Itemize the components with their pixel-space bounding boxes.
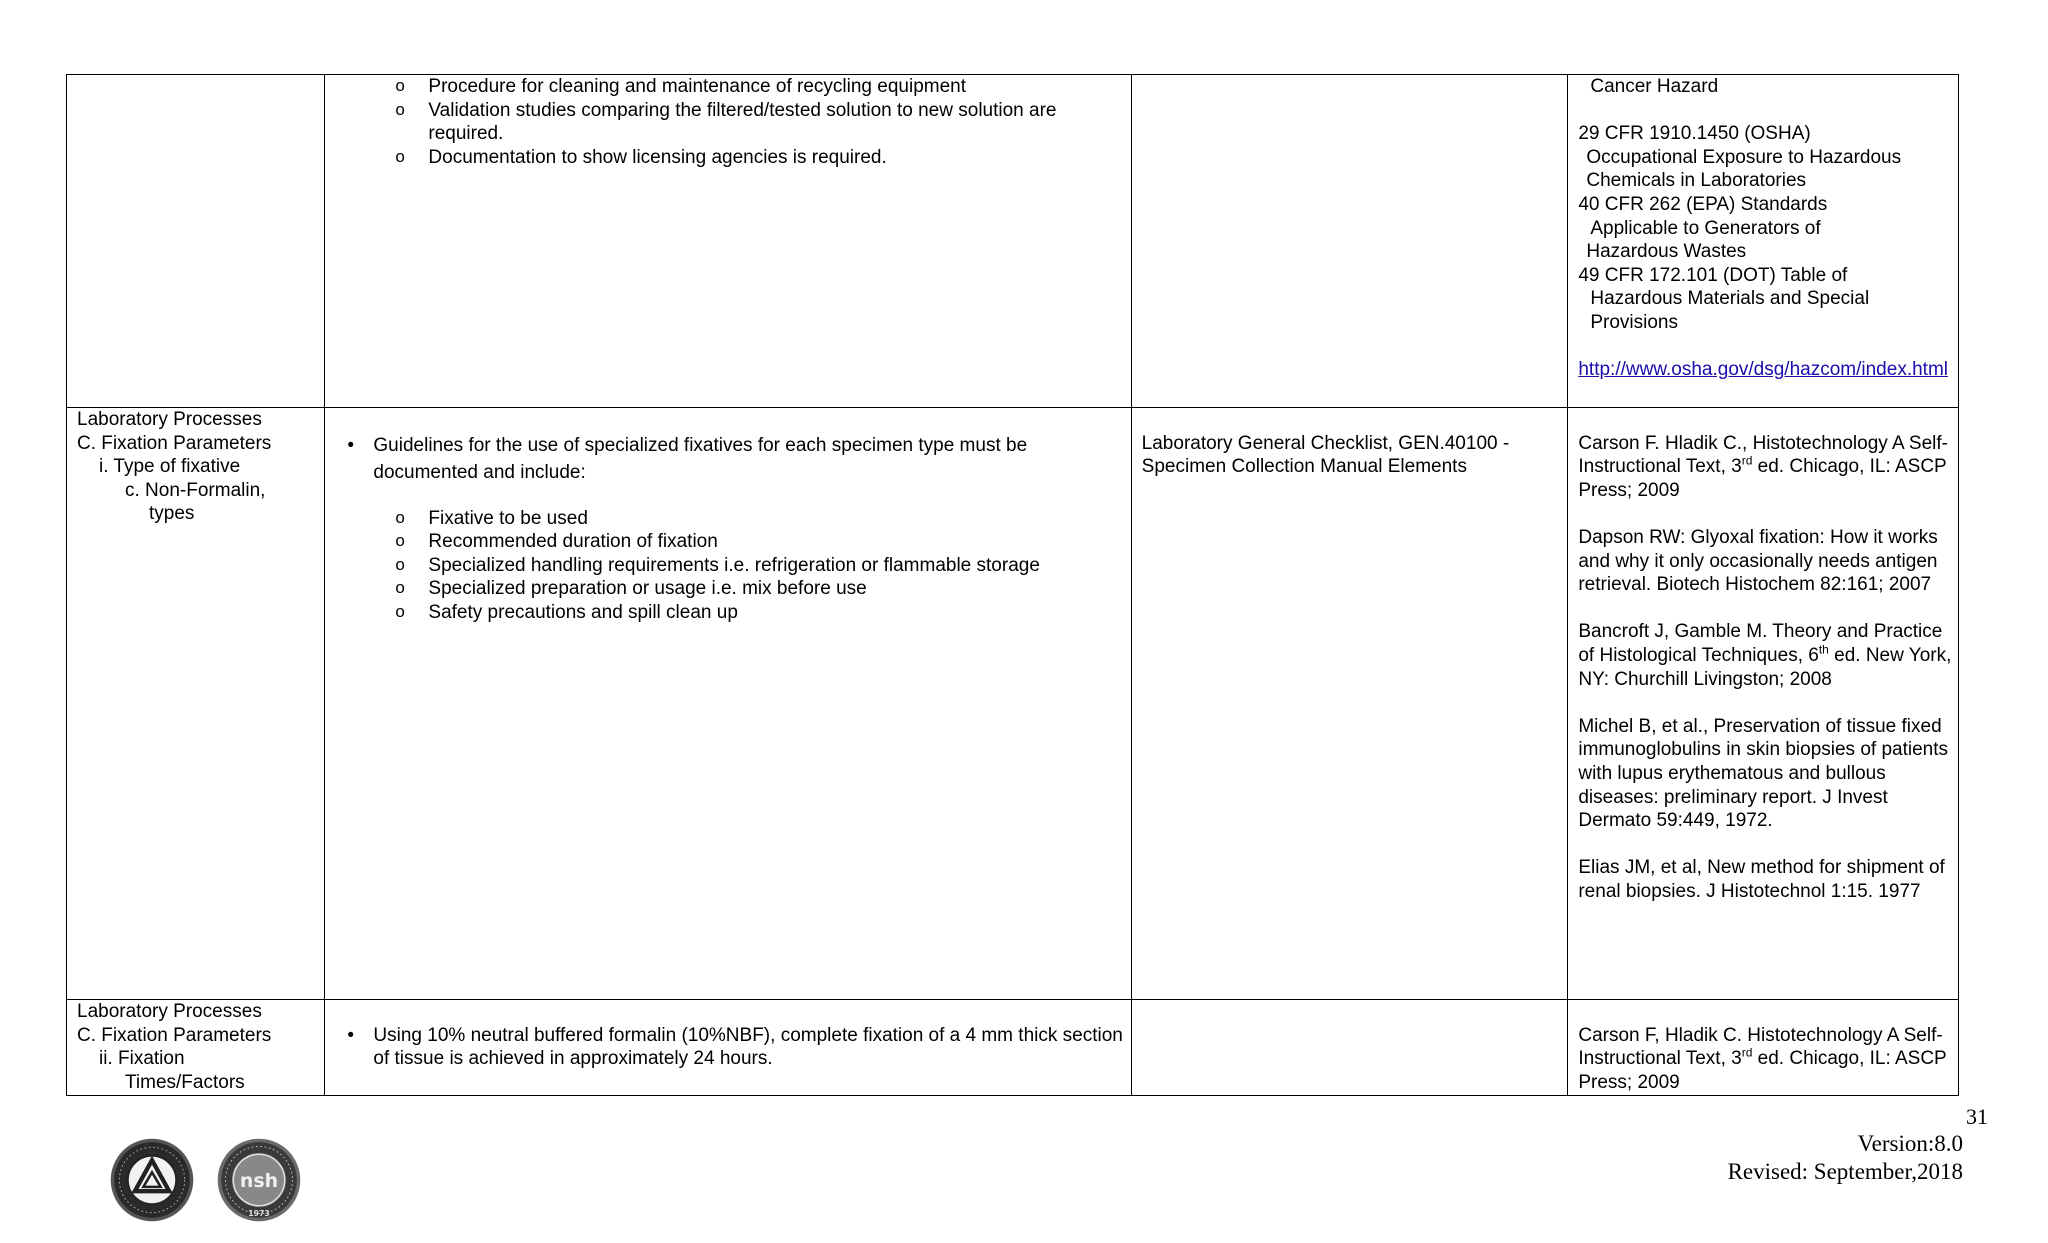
topic-cell — [67, 75, 325, 408]
reference-title: 29 CFR 1910.1450 (OSHA) — [1578, 123, 1811, 145]
table-row — [67, 75, 1959, 408]
revised-text: Revised: September,2018 — [1727, 1159, 1963, 1184]
reference-text: Dapson RW: Glyoxal fixation: How it works and why it only occasionally needs antigen retrieval. Biotech Histochem 82:161; 2007 — [1578, 526, 1938, 596]
checklist-cell — [1131, 75, 1568, 408]
sub-list — [335, 75, 1130, 169]
version-block — [1728, 1130, 1963, 1186]
sub-list — [335, 507, 1130, 625]
references-cell — [1568, 1000, 1959, 1096]
topic-label: types — [149, 503, 195, 525]
list-item: o Fixative to be used — [335, 507, 1130, 531]
list-item: o Specialized preparation or usage i.e. mix before use — [335, 577, 1130, 601]
topic-cell — [67, 408, 325, 1000]
reference-text: Applicable to Generators of — [1590, 217, 1821, 239]
svg-text:1973: 1973 — [248, 1209, 270, 1219]
guideline-cell — [325, 75, 1131, 408]
reference-text: Carson F, Hladik C. Histotechnology A Self- Instructional Text, 3rd ed. Chicago, IL: ASCP Press; 2009 — [1578, 1024, 1947, 1093]
table-row — [67, 1000, 1959, 1096]
table-row — [67, 408, 1959, 1000]
topic-label: Laboratory Processes — [77, 1001, 262, 1022]
topic-label: i. Type of fixative — [99, 456, 241, 478]
reference-text: Hazardous Materials and Special Provisions — [1590, 288, 1870, 333]
list-item: o Validation studies comparing the filtered/tested solution to new solution are required. — [335, 99, 1130, 146]
svg-text:nsh: nsh — [239, 1169, 279, 1192]
content-table — [66, 74, 1959, 1096]
guideline-cell — [325, 1000, 1131, 1096]
topic-label: ii. Fixation — [99, 1048, 185, 1070]
topic-label: c. Non-Formalin, — [125, 479, 266, 501]
checklist-cell — [1131, 408, 1568, 1000]
topic-label: Times/Factors — [125, 1071, 245, 1093]
reference-text: Hazardous Wastes — [1586, 241, 1747, 263]
topic-label: C. Fixation Parameters — [77, 1024, 272, 1046]
list-item: • Guidelines for the use of specialized fixatives for each specimen type must be documented and include: — [335, 432, 1130, 486]
list-item: o Procedure for cleaning and maintenance of recycling equipment — [335, 75, 1130, 99]
guideline-cell — [325, 408, 1131, 1000]
list-item: o Documentation to show licensing agencies is required. — [335, 146, 1130, 170]
reference-title: 40 CFR 262 (EPA) Standards — [1578, 193, 1828, 215]
references-cell — [1568, 408, 1959, 1000]
version-text: Version:8.0 — [1857, 1131, 1963, 1156]
bullet-list — [335, 432, 1130, 486]
checklist-text: Laboratory General Checklist, GEN.40100 - Specimen Collection Manual Elements — [1141, 432, 1510, 478]
reference-text: Michel B, et al., Preservation of tissue fixed immunoglobulins in skin biopsies of patients with lupus erythematous and bullous diseases: preliminary report. J Invest Dermato 59:449, 1972. — [1578, 715, 1949, 832]
reference-text: Bancroft J, Gamble M. Theory and Practice of Histological Techniques, 6th ed. New York, NY: Churchill Livingston; 2008 — [1578, 621, 1952, 690]
checklist-cell — [1131, 1000, 1568, 1096]
list-item: o Recommended duration of fixation — [335, 530, 1130, 554]
topic-label: C. Fixation Parameters — [77, 432, 272, 454]
reference-title: 49 CFR 172.101 (DOT) Table of — [1578, 264, 1848, 286]
osha-hazcom-link[interactable]: http://www.osha.gov/dsg/hazcom/index.html — [1578, 359, 1948, 381]
list-item: o Specialized handling requirements i.e. refrigeration or flammable storage — [335, 554, 1130, 578]
reference-text: Cancer Hazard — [1590, 76, 1719, 97]
reference-text: Elias JM, et al, New method for shipment of renal biopsies. J Histotechnol 1:15. 1977 — [1578, 857, 1945, 902]
cap-logo-icon — [109, 1137, 195, 1223]
reference-text: Carson F. Hladik C., Histotechnology A Self- Instructional Text, 3rd ed. Chicago, IL: ASCP Press; 2009 — [1578, 432, 1948, 501]
list-item: • Using 10% neutral buffered formalin (10%NBF), complete fixation of a 4 mm thick section of tissue is achieved in approximately 24 hours. — [335, 1024, 1130, 1071]
topic-label: Laboratory Processes — [77, 409, 262, 430]
reference-text: Occupational Exposure to Hazardous Chemicals in Laboratories — [1586, 146, 1902, 192]
references-cell — [1568, 75, 1959, 408]
page-number: 31 — [1966, 1104, 1988, 1129]
list-item: o Safety precautions and spill clean up — [335, 601, 1130, 625]
nsh-logo-icon — [216, 1137, 302, 1223]
topic-cell — [67, 1000, 325, 1096]
bullet-list — [335, 1024, 1130, 1071]
